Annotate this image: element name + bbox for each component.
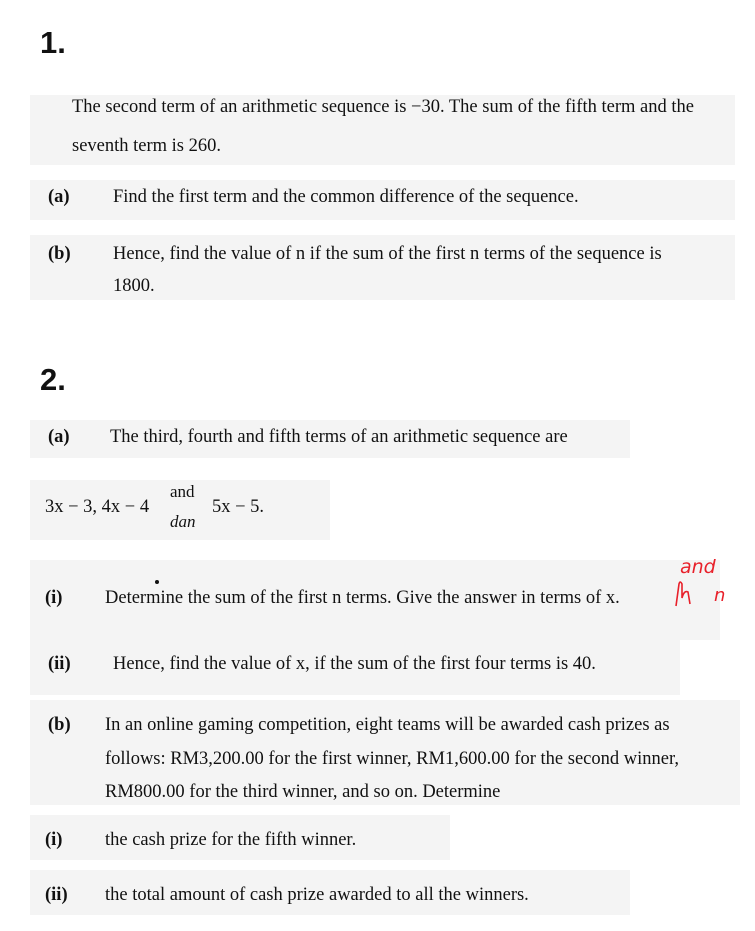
question-2b-line-2: follows: RM3,200.00 for the first winner, RM1,600.00 for the second winner, (105, 749, 679, 769)
question-2a-label: (a) (48, 427, 70, 447)
question-2a-text: The third, fourth and fifth terms of an arithmetic sequence are (110, 427, 568, 447)
question-2b-line-1: In an online gaming competition, eight teams will be awarded cash prizes as (105, 715, 670, 735)
question-1a-label: (a) (48, 187, 70, 207)
question-1b-label: (b) (48, 244, 71, 264)
question-2b-label: (b) (48, 715, 71, 735)
question-2b-line-3: RM800.00 for the third winner, and so on. Determine (105, 782, 501, 802)
question-1-stem-line-2: seventh term is 260. (72, 136, 222, 156)
question-1b-line-2: 1800. (113, 276, 155, 296)
question-2b-i-text: the cash prize for the fifth winner. (105, 830, 357, 850)
pen-mark-dot (155, 580, 159, 584)
question-1-number: 1. (40, 25, 66, 60)
sequence-terms: 3x − 3, 4x − 4 (45, 497, 150, 517)
question-2b-ii-text: the total amount of cash prize awarded to all the winners. (105, 885, 529, 905)
question-2a-i-text: Determine the sum of the first n terms. Give the answer in terms of x. (105, 588, 620, 608)
handwritten-n: n (714, 585, 726, 606)
question-2a-ii-text: Hence, find the value of x, if the sum of the first four terms is 40. (113, 654, 596, 674)
handwritten-and: and (680, 556, 716, 578)
question-1a-text: Find the first term and the common difference of the sequence. (113, 187, 579, 207)
conjunction-english: and (170, 482, 195, 501)
question-1-stem-line-1: The second term of an arithmetic sequence is −30. The sum of the fifth term and the (72, 97, 694, 117)
question-2-number: 2. (40, 362, 66, 397)
conjunction-malay: dan (170, 512, 196, 531)
sequence-last-term: 5x − 5. (212, 497, 265, 517)
question-2a-ii-label: (ii) (48, 654, 71, 674)
handwritten-caret-icon (672, 578, 692, 608)
question-2b-ii-label: (ii) (45, 885, 68, 905)
question-1b-line-1: Hence, find the value of n if the sum of the first n terms of the sequence is (113, 244, 662, 264)
question-2a-i-label: (i) (45, 588, 63, 608)
question-2b-i-label: (i) (45, 830, 63, 850)
